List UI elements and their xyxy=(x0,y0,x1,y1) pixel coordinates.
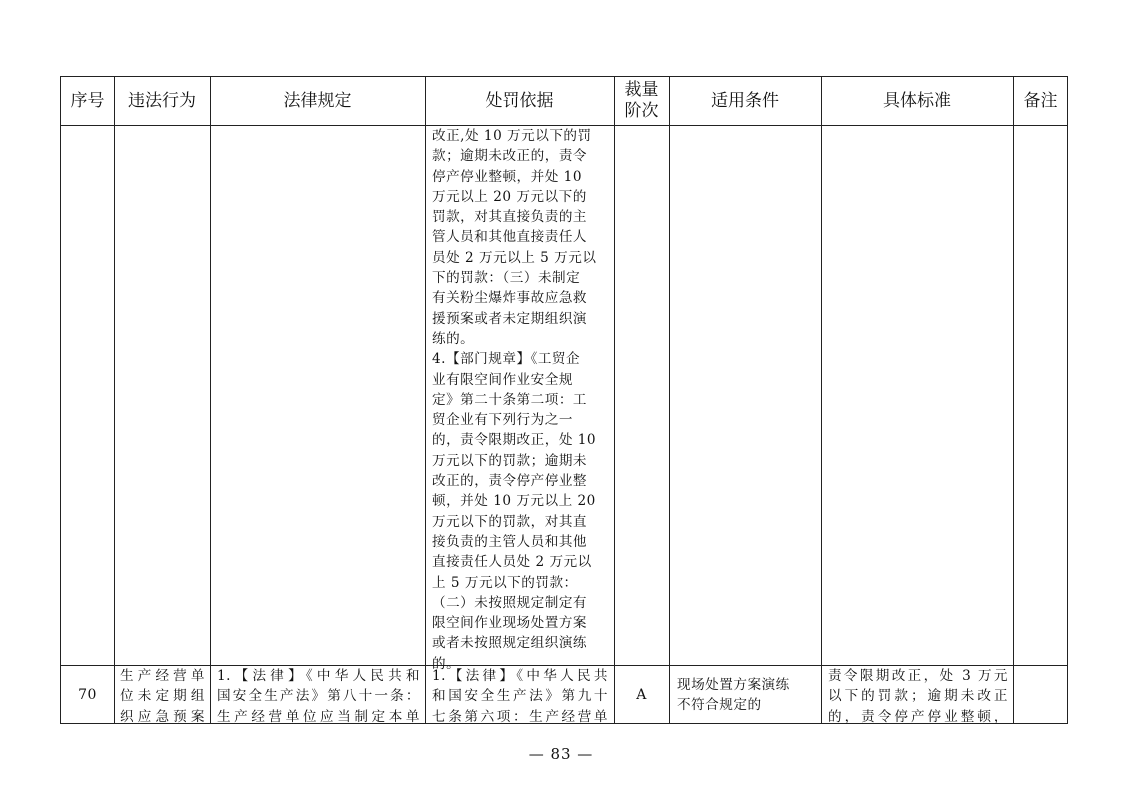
header-level-line1: 裁量 xyxy=(624,80,659,100)
text-line: 的，责令停产停业整顿， xyxy=(828,708,1008,725)
text-line: 管人员和其他直接责任人 xyxy=(432,229,588,246)
text-line: （二）未按照规定制定有 xyxy=(432,594,588,611)
text-line: 贸企业有下列行为之一 xyxy=(432,412,573,429)
text-line: 停产停业整顿，并处 10 xyxy=(432,168,582,185)
continued-basis-cell xyxy=(432,126,608,674)
text-line: 练的。 xyxy=(432,330,475,347)
text-line: 限空间作业现场处置方案 xyxy=(432,615,588,632)
header-violation: 违法行为 xyxy=(128,90,196,111)
row70-law-cell xyxy=(217,666,420,727)
text-line: 业有限空间作业安全规 xyxy=(432,371,573,388)
text-line: 接负责的主管人员和其他 xyxy=(432,533,588,550)
text-line: 万元以上 20 万元以下的 xyxy=(432,188,587,205)
text-line: 的，责令限期改正，处 10 xyxy=(432,432,597,449)
text-line: 国安全生产法》第八十一条： xyxy=(217,688,420,705)
text-line: 下的罚款：（三）未制定 xyxy=(432,270,581,287)
header-remark: 备注 xyxy=(1023,90,1058,111)
header-law: 法律规定 xyxy=(283,90,352,111)
text-line: 生产经营单 xyxy=(120,668,205,684)
text-line: 现场处置方案演练 xyxy=(677,677,790,693)
text-line: 责令限期改正，处 3 万元 xyxy=(828,668,1008,684)
text-line: 员处 2 万元以上 5 万元以 xyxy=(432,249,597,266)
header-seq: 序号 xyxy=(70,90,105,111)
text-line: 罚款，对其直接负责的主 xyxy=(432,209,588,226)
text-line: 有关粉尘爆炸事故应急救 xyxy=(432,290,588,307)
text-line: 织应急预案 xyxy=(120,708,205,725)
row70-violation-cell xyxy=(120,666,205,727)
penalty-table xyxy=(60,76,1068,724)
text-line: 或者未按照规定组织演练 xyxy=(432,635,588,652)
text-line: 改正的，责令停产停业整 xyxy=(432,473,588,490)
row70-seq: 70 xyxy=(78,686,97,703)
text-line: 顿，并处 10 万元以上 20 xyxy=(432,493,596,510)
text-line: 七条第六项：生产经营单 xyxy=(432,708,608,725)
text-line: 援预案或者未定期组织演 xyxy=(432,310,588,327)
text-line: 的。 xyxy=(432,655,461,672)
text-line: 直接责任人员处 2 万元以 xyxy=(432,554,592,571)
text-line: 定》第二十条第二项：工 xyxy=(432,391,588,408)
header-level xyxy=(614,77,669,125)
text-line: 4.【部门规章】《工贸企 xyxy=(432,351,581,368)
text-line: 不符合规定的 xyxy=(677,697,762,714)
text-line: 款；逾期未改正的，责令 xyxy=(432,148,588,165)
header-condition: 适用条件 xyxy=(711,90,779,111)
text-line: 生产经营单位应当制定本单 xyxy=(217,708,420,725)
text-line: 万元以下的罚款；逾期未 xyxy=(432,452,588,469)
text-line: 改正,处 10 万元以下的罚 xyxy=(432,128,592,144)
text-line: 1.【法律】《中华人民共和 xyxy=(217,668,420,684)
text-line: 以下的罚款；逾期未改正 xyxy=(828,688,1008,705)
page-number: — 83 — xyxy=(528,745,594,763)
text-line: 位未定期组 xyxy=(120,688,205,705)
text-line: 万元以下的罚款，对其直 xyxy=(432,513,588,530)
text-line: 上 5 万元以下的罚款： xyxy=(432,574,578,591)
text-line: 和国安全生产法》第九十 xyxy=(432,688,608,705)
header-level-line2: 阶次 xyxy=(624,101,659,121)
row70-condition-cell xyxy=(677,675,815,716)
header-standard: 具体标准 xyxy=(883,90,951,111)
text-line: 1.【法律】《中华人民共 xyxy=(432,668,608,684)
row70-level: A xyxy=(636,686,647,703)
header-basis: 处罚依据 xyxy=(485,90,554,111)
row70-basis-cell xyxy=(432,666,608,727)
row70-standard-cell xyxy=(828,666,1008,727)
